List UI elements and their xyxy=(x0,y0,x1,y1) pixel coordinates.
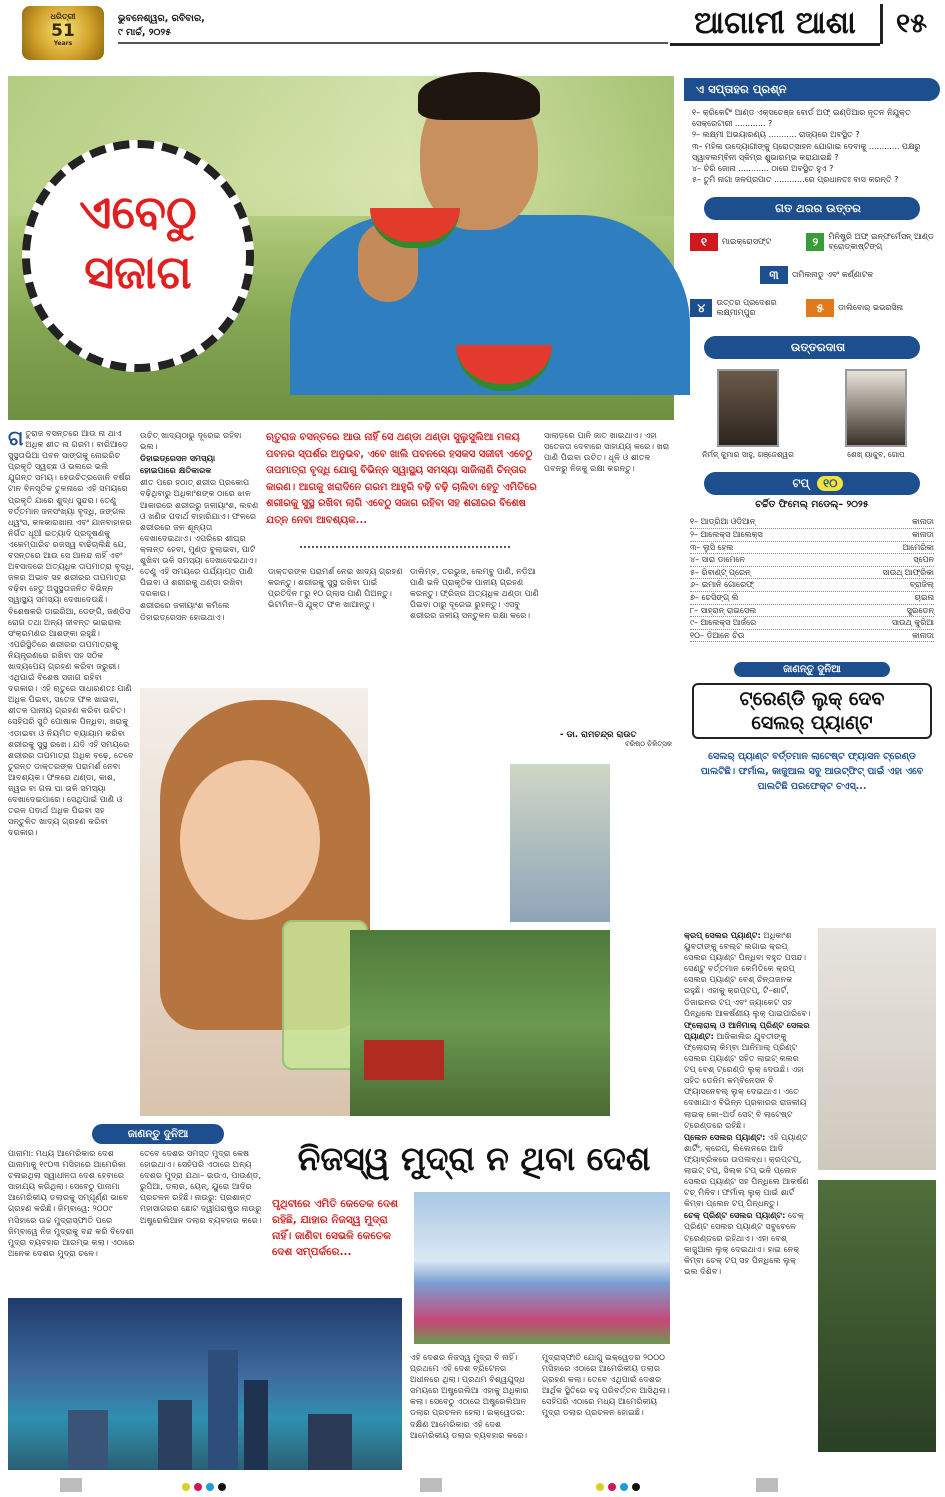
article-col-4: ଡାଲିମ୍ବ, ତରଭୁଜ, ଲେମ୍ବୁ ପାଣି, ନଡ଼ିଆ ପାଣି ଭଳି ପ୍ରାକୃତିକ ପାନୀୟ ଗ୍ରହଣ କରନ୍ତୁ। ଫ୍ରିଜ୍‌ର ଅତ୍ୟଧିକ ଥଣ୍ଡା ପାଣି ପିଇବା ଠାରୁ ଦୂରେଇ ରୁହନ୍ତୁ। ଏସବୁ ଶରୀରର ଜଳୀୟ ସନ୍ତୁଳନ ରକ୍ଷା କରେ। xyxy=(410,566,539,621)
model-country: କାନାଡା xyxy=(912,517,934,527)
answer-item xyxy=(690,232,798,252)
fashion-subhead: କ୍ରପ୍ ସେଲର ପ୍ୟାଣ୍ଟ: xyxy=(684,930,761,940)
answer-number: ୨ xyxy=(806,233,824,251)
fashion-text: ଚେକ୍ ପ୍ରିଣ୍ଟ ସେଲର ପ୍ୟାଣ୍ଟ ସବୁବେଳେ ଟ୍ରେଣ୍ଡରେ ରହିଥାଏ। ଏହା ବେଶ୍ କାଜୁଆଲ ଲୁକ୍ ଦେଇଥାଏ। ହାଇ ନେକ୍ କିମ୍ବା ଚେକ୍ ଟପ୍ ସହ ପିନ୍ଧିଲେ ଲୁକ୍ ଭଲ ଦିଶିବ। xyxy=(684,1210,804,1276)
top10-label: ଟପ୍ xyxy=(792,476,810,491)
quiz-question: ୪– ଚିରି ଜୋନା ............ ଠାରେ ଅବସ୍ଥିତ ହୁଏ ? xyxy=(692,164,834,174)
fashion-para xyxy=(684,1132,812,1210)
article-text: ଶୀତ ପରେ ହଠାତ୍ ଶରୀର ପ୍ରକୋପ ବଢ଼ିଥିବାରୁ ଅଧିକାଂଶଙ୍କ ଠାରେ ଝାଳ ଆକାରରେ ଶରୀରରୁ ଜଳୀୟାଂଶ, ଲବଣ ଓ ଖଣିଜ ପଦାର୍ଥ ବାହାରିଯାଏ। ଫଳରେ ଶରୀରରେ ଜଳ ଶୂନ୍ୟତା ଦେଖାଦେଇଥାଏ। ଏପରିରେ ଶୀଘ୍ର କ୍ଳାନ୍ତ ହେବା, ମୁଣ୍ଡ ବୁଲାଇବା, ପାଟି ଶୁଖିବା ଭଳି ସମସ୍ୟା ଦେଖାଦେଇଥାଏ। ତେଣୁ ଏହି ସମୟରେ ପର୍ଯ୍ୟାପ୍ତ ପାଣି ପିଇବା ଓ ଶରୀରକୁ ଥଣ୍ଡା ରଖିବା ଦରକାର। xyxy=(140,477,259,599)
answer-text: ଡାଲିବୋର୍ ଭଭରସିନା xyxy=(838,303,904,313)
model-name: ୬– ଇମାନି ଗୋରେଫ୍ xyxy=(690,580,754,590)
article-text: ଉଚିତ୍ ଖାଦ୍ୟଠାରୁ ଦୂରେଇ ରହିବା ଭଲ। xyxy=(140,430,242,452)
color-dot xyxy=(206,1483,214,1491)
fashion-intro: ସେଲର୍ ପ୍ୟାଣ୍ଟ ବର୍ତ୍ତମାନ ଲାଟେଷ୍ଟ ଫ୍ୟାସନ ଟ୍ରେଣ୍ଡ ପାଲଟିଛି। ଫର୍ମାଲ, କାଜୁଆଲ ସବୁ ଆଉଟ୍‌ଫିଟ୍ ପାଇଁ ଏହା ଏବେ ପାଲଟିଛି ପରଫେକ୍ଟ ଚଏସ୍... xyxy=(700,751,924,793)
fashion-para xyxy=(684,1210,812,1277)
world-headline: ନିଜସ୍ୱ ମୁଦ୍ରା ନ ଥିବା ଦେଶ xyxy=(297,1139,651,1178)
anniversary-badge xyxy=(22,6,104,60)
lead-quote: ଋତୁରାଜ ବସନ୍ତରେ ଆଉ ନାହିଁ ସେ ଥଣ୍ଡା ଥଣ୍ଡା ସୁଲୁସୁଲିଆ ମଳୟ ପବନର ସ୍ପର୍ଶର ଅନୁଭବ, ଏବେ ଖାଲି ପବନରେ ହସକସ ସଜୀବୀ ଏବେଠୁ ତାପମାତ୍ରା ବୃଦ୍ଧି ଯୋଗୁ ବିଭିନ୍ନ ସ୍ୱାସ୍ଥ୍ୟ ସମସ୍ୟା ସାଜିଲାଣି ଚିନ୍ତାର କାରଣ। ଆଗକୁ ଖରାଦିନେ ଗରମ ଆହୁରି ବଢ଼ି ବଢ଼ି ଚାଲିବା ହେତୁ ଏମିତିରେ ଶରୀରକୁ ସୁସ୍ଥ ରଖିବା ଲାଗି ଏବେଠୁ ସଜାଗ ରହିବା ସହ ଶରୀରର ବିଶେଷ ଯତ୍ନ ନେବା ଆବଶ୍ୟକ... xyxy=(266,432,537,526)
page-number: ୧୫ xyxy=(880,4,940,44)
fashion-photo-1 xyxy=(818,928,936,1170)
winner-name: ଶେଖ୍ ୟାକୁବ, ଗୋପ xyxy=(847,450,905,460)
fashion-para xyxy=(684,930,812,1019)
table-row xyxy=(690,605,934,618)
model-name: ୧୦– ଡିଆନେ ଚିଉ xyxy=(690,630,745,640)
red-bench xyxy=(364,1040,444,1080)
right-column xyxy=(684,64,940,794)
girl-face xyxy=(180,760,320,920)
top10-subtitle: ଚର୍ଚ୍ଚିତ ଫିମେଲ୍ ମଡେଲ୍– ୨୦୨୫ xyxy=(755,499,869,511)
fashion-photo-2 xyxy=(818,1180,936,1452)
model-country: ସ୍ପେନ xyxy=(913,555,934,565)
model-name: ୯– ଆଲେକ୍ସ ଆର୍ଜରେ xyxy=(690,618,757,628)
fashion-headline xyxy=(692,683,932,739)
answer-item xyxy=(760,266,934,284)
table-row xyxy=(690,630,934,643)
drop-cap: ଗ xyxy=(8,428,24,450)
model-country: ସୁଇଡେନ୍ xyxy=(906,605,934,615)
fashion-headline-1: ଟ୍ରେଣ୍ଡି ଲୁକ୍ ଦେବ xyxy=(739,688,885,711)
model-country: କାନାଡା xyxy=(912,630,934,640)
answer-text: ତାମିଲନାଡୁ ଏବଂ କର୍ଣ୍ଣାଟକ xyxy=(792,270,874,280)
quiz-questions xyxy=(684,101,940,191)
article-col-1 xyxy=(8,428,134,1114)
color-dot xyxy=(608,1483,616,1491)
model-name: ୪– ସାରା ଡାମେନେ xyxy=(690,555,745,565)
answer-item xyxy=(806,298,934,318)
world-subhead: ପୃଥିବୀରେ ଏମିତି କେତେକ ଦେଶ ରହିଛି, ଯାହାର ନିଜସ୍ୱ ମୁଦ୍ରା ନାହିଁ। ଜାଣିବା ସେଭଳି କେତେକ ଦେଶ ସମ୍ପର୍କରେ... xyxy=(272,1198,398,1258)
table-row xyxy=(690,567,934,580)
world-col-1: ପାନାମା: ମଧ୍ୟ ଆମେରିକାର ଦେଶ ପାନାମାକୁ ୧୯୦୩ ମସିହାରେ ଆମେରିକା ଚଳାଇଥିଲା ସ୍ୱାଧୀନତା ଦେଶ ହେବାରେ ସାହାଯ୍ୟ କରିଥିଲା। ସେବେଠୁ ପାନାମା ଆମେରିକୀୟ ଡଲାରକୁ ସମ୍ପୂର୍ଣ୍ଣ ଭାବେ ଗ୍ରହଣ କରିଛି। ଜିମ୍ବାୱେ: ୨୦୦୯ ମସିହାରେ ଉଚ୍ଚ ମୁଦ୍ରାସ୍ଫୀତି ପରେ ଜିମ୍ବାୱେ ନିଜ ମୁଦ୍ରାକୁ ବନ୍ଦ କରି ବିଦେଶୀ ମୁଦ୍ରା ବ୍ୟବହାର ଆରମ୍ଭ କଲା। ଏଠାରେ ଅନେକ ଦେଶର ମୁଦ୍ରା ଚଳେ। xyxy=(8,1148,135,1258)
fashion-tag: ଜାଣନ୍ତୁ ଦୁନିଆ xyxy=(734,662,890,677)
table-row xyxy=(690,542,934,555)
answer-item xyxy=(806,232,934,252)
byline xyxy=(560,730,672,749)
table-row xyxy=(690,516,934,529)
coconut-photo xyxy=(350,930,610,1116)
building-photo xyxy=(414,1192,670,1344)
quiz-question: ୩– ମହିଳା ଉଦ୍ୟୋଗୀଙ୍କୁ ପ୍ରୋତ୍ସାହନ ଯୋଗାଇ ଦେବାକୁ ............ ପକ୍ଷରୁ ସ୍ୱାବଲମ୍ବିନୀ ସ୍କିମ୍‌ର ଶୁଭାରମ୍ଭ କରାଯାଇଛି ? xyxy=(692,141,921,162)
answer-number: ୫ xyxy=(806,299,834,317)
dateline xyxy=(118,12,258,40)
model-name: ୫– ରିବାଣ୍ଟ୍ ପ୍ରେନ୍ xyxy=(690,567,751,577)
model-country: କାନାଡା xyxy=(912,530,934,540)
tower xyxy=(208,1350,238,1470)
color-dot xyxy=(620,1483,628,1491)
byline-role: ବରିଷ୍ଠ ଚିକିତ୍ସକ xyxy=(624,740,672,748)
tower xyxy=(244,1380,268,1470)
registration-mark xyxy=(756,1478,778,1492)
winner xyxy=(693,369,803,460)
fashion-text: ଆଜିକାଲିର ଯୁବତୀଙ୍କୁ ଫ୍ଲୋରାଲ୍ କିମ୍ବା ଆନିମାଲ୍ ପ୍ରିଣ୍ଟ ସେଲର ପ୍ୟାଣ୍ଟ ସହିତ ଲାଇଟ୍ କଲର ଟପ୍ ବେଶ୍ ଟ୍ରେଣ୍ଡି ଲୁକ୍ ଦେଉଛି। ଏହା ସହିତ ଡେନିମ କମ୍ବିନେସନ ବି ଫ୍ୟାସନେବଲ୍ ଲୁକ୍ ଦେଇଥାଏ। ଏତେ ଦେଖାଯାଏ ବିଭିନ୍ନ ପ୍ରକାରର ରାଜକୀୟ ଲାଇକ୍ କୋ–ଅର୍ଡ ସେଟ୍ ବି ଲାଟେଷ୍ଟ ଟ୍ରେଣ୍ଡରେ ରହିଛି। xyxy=(684,1030,807,1130)
winner-photo xyxy=(717,369,779,447)
date-line-2: ୯ ମାର୍ଚ୍ଚ, ୨୦୨୫ xyxy=(118,27,172,38)
table-row xyxy=(690,529,934,542)
fashion-subhead: ଫ୍ଲୋରାଲ୍ ଓ ଆନିମାଲ୍ ପ୍ରିଣ୍ଟ ସେଲର ପ୍ୟାଣ୍ଟ: xyxy=(684,1019,810,1041)
fashion-headline-2: ସେଲର୍ ପ୍ୟାଣ୍ଟ xyxy=(751,712,873,735)
winner xyxy=(821,369,931,460)
color-dot xyxy=(182,1483,190,1491)
quiz-title: ଏ ସପ୍ତାହର ପ୍ରଶ୍ନ xyxy=(684,78,940,101)
divider xyxy=(300,546,510,548)
article-bullet: ଶରୀରରେ ଜଳୀୟାଂଶ କମିଲେ ଡିହାଇଡ୍ରେସନ ହୋଇଥାଏ। xyxy=(140,600,230,622)
fashion-subhead: ଚେକ୍ ପ୍ରିଣ୍ଟ ସେଲର ପ୍ୟାଣ୍ଟ: xyxy=(684,1210,786,1221)
quiz-question: ୫– ତୁମି ନାଗା ଜଳପ୍ରପାତ ............ରେ ପ୍ରଧାନତଃ ବାସ କରନ୍ତି ? xyxy=(692,175,899,185)
winners-photos xyxy=(684,365,940,464)
winner-photo xyxy=(845,369,907,447)
fashion-text: ଅଧିକାଂଶ ୟୁବତୀଙ୍କୁ ବେଲ୍ଟ ଲଗାଇ କ୍ରପ୍ ସେଲର ପ୍ୟାଣ୍ଟ ପିନ୍ଧିବା ବହୁତ ପସନ୍ଦ। ସେଣ୍ଟୁ ବର୍ତ୍ତମାନ କେମିତିକେ କ୍ରପ୍ ସେଲର ପ୍ୟାଣ୍ଟ ବେଶ୍ ଚିନ୍ତାଜନକ ରହୁଛି। ଏହାକୁ କ୍ରପ୍‌ଟପ୍, ଟି–ଶାର୍ଟ, ଡିଜାଇନର ଟପ୍ ଏବଂ ଜ୍ୟାକେଟ ସହ ପିନ୍ଧିଲେ ଆକର୍ଷଣୀୟ ଲୁକ୍ ପାଇପାରିବେ। xyxy=(684,930,811,1018)
answer-number: ୩ xyxy=(760,266,788,284)
article-col-3: ଡାକ୍ତରଙ୍କ ପରାମର୍ଶ ନେଇ ଖାଦ୍ୟ ଗ୍ରହଣ କରନ୍ତୁ। ଶରୀରକୁ ସୁସ୍ଥ ରଖିବା ପାଇଁ ପ୍ରତିଦିନ ୮ରୁ ୧୦ ଗ୍ଲାସ ପାଣି ପିଅନ୍ତୁ। ଭିଟାମିନ–ସି ଯୁକ୍ତ ଫଳ ଖାଆନ୍ତୁ। xyxy=(268,566,403,610)
winners-title: ଉତ୍ତରଦାତା xyxy=(704,336,920,359)
winner-name: ନିର୍ମଳ୍ କୁମାର ସାହୁ, ଗଞ୍ଜେଶ୍ୱର xyxy=(702,450,794,460)
tower xyxy=(68,1410,108,1470)
date-line-1: ଭୁବନେଶ୍ୱର, ରବିବାର, xyxy=(118,13,205,24)
table-row xyxy=(690,592,934,605)
model-name: ୭– ଚେସିଙ୍ଗ୍ ଲି xyxy=(690,592,739,602)
section-title: ଆଗାମୀ ଆଶା xyxy=(670,0,880,46)
model-name: ୨– ଆଲେକ୍ସ ଆଲେକ୍ସ xyxy=(690,530,763,540)
answer-number: ୧ xyxy=(690,233,718,251)
headline-line-1: ଏବେଠୁ xyxy=(79,185,197,239)
fashion-subhead: ପ୍ଲେନ ସେଲର ପ୍ୟାଣ୍ଟ: xyxy=(684,1131,766,1142)
water-drinking-photo xyxy=(510,764,610,922)
header-rule xyxy=(118,42,668,44)
man-hair xyxy=(418,72,540,120)
world-col-2: ତେବେ ଦେଶର ସମସ୍ତ ମୁଦ୍ରା କେଷ ହୋଇଥାଏ। ସେହିପରି ଏଠାରେ ଅନ୍ୟ ଦେଶର ମୁଦ୍ରା ଯଥା– ଇଉଏ, ପାଉଣ୍ଡ, ରୁପିଆ, ଡଲାର, ୟେନ୍, ୟୁରୋ ଆଦିର ପ୍ରଚଳନ ରହିଛି। ନାଉରୁ: ପ୍ରଶାନ୍ତ ମହାସାଗରର ଛୋଟ ଦ୍ୱୀପରାଷ୍ଟ୍ର ନାଉରୁ ଅଷ୍ଟ୍ରେଲିଆନ ଡଲାର ବ୍ୟବହାର କରେ। xyxy=(140,1148,262,1225)
table-row xyxy=(690,554,934,567)
city-skyline-photo xyxy=(8,1298,402,1470)
answer-number: ୪ xyxy=(690,299,712,317)
fashion-text: ଏହି ପ୍ୟାଣ୍ଟ ଶାର୍ଟିଂ, କ୍ରେପ୍, ଲିଲେନରେ ଆଦି ଫ୍ୟାବ୍ରିକରେ ଉପଲବ୍ଧ। କ୍ରପ୍‌ଟପ୍, ଲାଇଟ୍ ଟପ୍, ସିଲ୍କ ଟପ୍ ଭଳି ପ୍ଲେନ ସେଲର ପ୍ୟାଣ୍ଟ ସହ ପିନ୍ଧିଲେ ଆକର୍ଷଣ ଟଚ୍ ମିଳିବ। ଫର୍ମାଲ୍ ଲୁକ୍ ପାଇଁ ଶାର୍ଟ କିମ୍ବା ପ୍ଲେନ ଟପ୍ ପିନ୍ଧନ୍ତୁ। xyxy=(684,1131,809,1209)
model-country: ସାଉଥ୍ କୁରିଆ xyxy=(892,618,934,628)
model-name: ୧– ଆଡ୍ରିଆ ଓଡିଆନ୍ xyxy=(690,517,756,527)
subhead-2: ହୋଇପାରେ କ୍ଷତିକାରକ xyxy=(140,465,212,476)
color-dot xyxy=(596,1483,604,1491)
model-country: ସାଉଥ୍ ଆଫ୍ରିକା xyxy=(882,567,934,577)
top10-table xyxy=(684,514,940,644)
quiz-question: ୨– ଲକ୍ଷ୍ମୀ ଅଭୟାରଣ୍ୟ ........... ରାଜ୍ୟରେ ଅବସ୍ଥିତ ? xyxy=(692,130,860,140)
answer-text: ଉତ୍ତର ପ୍ରଦେଶର ଲକ୍ଷ୍ମୀମ୍ପୁର xyxy=(716,298,777,318)
model-country: ଆମେରିକା xyxy=(902,542,934,552)
article-col-5: ସାଲାଡ଼ରେ ପାନି ଜାତ ଖାଇଥାଏ। ଏହା ସତେଜତା ଦେବାରେ ସାହାଯ୍ୟ କରେ। ଖରା ପାଣି ପିଇବା ଉଚିତ। ଧୂଳି ଓ ଶୀତଳ ପବନରୁ ନିଜକୁ ରକ୍ଷା କରନ୍ତୁ। xyxy=(544,430,670,474)
answers-list xyxy=(684,224,940,326)
world-col-4: ମୁଦ୍ରାସ୍ଫୀତି ଯୋଗୁ ଇକ୍ୱେଡର ୨୦୦୦ ମସିହାରେ ଏଠାରେ ଆମେରିକୀୟ ଡଲାର ଗ୍ରହଣ କଲା। ତେବେ ଏଥିପାଇଁ ଦେଶର ଆର୍ଥିକ ସ୍ଥିତିରେ ବହୁ ପରିବର୍ତ୍ତନ ଆସିଥିଲା। ସେହିପରି ଏଠାରେ ମଧ୍ୟ ଆମେରିକୀୟ ମୁଦ୍ରା ଡଲାର ପ୍ରଚଳନ ହୋଇଛି। xyxy=(542,1352,670,1418)
model-name: ୮– ସାହ୍ରାନ୍ ରାଇସେଲ xyxy=(690,605,757,615)
subhead-1: ଡିହାଇଡ୍ରେସନ ସମସ୍ୟା xyxy=(140,453,216,464)
fashion-para xyxy=(684,1020,812,1131)
model-name: ୩– ଲୁସି ହେଲ xyxy=(690,542,734,552)
tower xyxy=(308,1414,352,1470)
headline-line-2: ସଜାଗ xyxy=(84,245,192,299)
color-dot xyxy=(218,1483,226,1491)
fashion-body xyxy=(684,930,812,1470)
article-col-2 xyxy=(140,430,260,684)
badge-sub: Years xyxy=(53,40,73,47)
top10-badge: ୧୦ xyxy=(817,476,843,491)
world-col-3: ଏହି ଦେଶର ନିଜସ୍ୱ ମୁଦ୍ରା ବି ନାହିଁ। ପ୍ରଥମେ ଏହି ଦେଶ ବ୍ରିଟେନର ଅଧୀନରେ ଥିଲା। ପ୍ରଥମ ବିଶ୍ୱଯୁଦ୍ଧ ସମୟରେ ଅଷ୍ଟ୍ରେଲିଆ ଏହାକୁ ଅଧିକାର କଲା। ସେବେଠୁ ଏଠାରେ ଅଷ୍ଟ୍ରେଲିଆନ ଡଲାର ପ୍ରଚଳନ ହେଲା। ଇକ୍ୱେଡର: ଦକ୍ଷିଣ ଆମେରିକାର ଏହି ଦେଶ ଆମେରିକୀୟ ଡଲାର ବ୍ୟବହାର କରେ। xyxy=(410,1352,529,1440)
tower xyxy=(158,1400,192,1470)
badge-number: 51 xyxy=(51,21,75,41)
registration-mark xyxy=(60,1478,82,1492)
answer-text: ମାଇକ୍ରୋସଫ୍ଟ xyxy=(722,237,772,247)
registration-mark xyxy=(420,1478,442,1492)
model-country: ଚାଇନା xyxy=(914,592,934,602)
badge-top: ଧରିତ୍ରୀ xyxy=(50,12,76,21)
top10-title xyxy=(704,472,920,495)
quiz-question: ୧– କ୍ରିକେଟିଂ ଆଣ୍ଡ ଏକ୍ସଚେଞ୍ଜ ବୋର୍ଡ ଅଫ୍ ଇଣ୍ଡିଆର ନୂତନ ନିଯୁକ୍ତ ସେକ୍ରେଟାରୀ ............ ? xyxy=(692,108,911,129)
color-dot xyxy=(194,1483,202,1491)
answers-title: ଗତ ଥରର ଉତ୍ତର xyxy=(704,197,920,220)
model-country: ବ୍ରାଜିଲ୍ xyxy=(909,580,934,590)
answer-text: ମିନିଷ୍ଟ୍ରି ଅଫ୍ ଇନ୍‌ଫର୍ମେସନ୍ ଆଣ୍ଡ ବ୍ରୋଡ୍‌କାଷ୍ଟିଙ୍ଗ୍ xyxy=(828,232,934,252)
byline-name: - ଡା. ରାମଚନ୍ଦ୍ର ରାଉତ xyxy=(560,730,637,740)
table-row xyxy=(690,617,934,630)
answer-item xyxy=(690,298,798,318)
article-text: ତୁରାଜ ବସନ୍ତରେ ଆଉ ନା ଥାଏ ଅଧିକ ଶୀତ ନା ଗରମ। ବାରିଆଡ଼େ ସୁସ୍ଥତାଭିଆ ପବନ ସାଙ୍ଗକୁ ନୋଇରିଚ ପ୍ରକୃତି ସ୍ୱଚ୍ଛ ଓ ଭଲରେ ଭଲି ଯୁଗନ୍ତ ସମୟ। ହେଉଚିତ୍ରଜୋନି ବର୍ଷର ଟାନ ବିନସୃତିକ ତୁଳନାରେ ଏହି ସମୟରେ ପ୍ରକୃତି ଯାରେ ଶୁଦ୍ଧ ସୁନ୍ଦର। ତେଣୁ ବର୍ତ୍ତମାନ ଜନସଂଖ୍ୟା ବୃଦ୍ଧି, ଜଙ୍ଗଲ ଧ୍ୱଂସ, କଳକାରଖାନା ଏବଂ ଯାନବାହାନର ନିର୍ଗତ ଧୂଆଁ ଇତ୍ୟାଦି ପ୍ରଦୂଷଣକୁ ଏକେମ୍ପାରିଚ ରଜସ୍ୱ ବାଢିଚାଲିଛି ଯେ, ବସନ୍ତରେ ଆଉ ସେ ଆନନ୍ଦ ନାହିଁ ଏବଂ ଅବସାଦରେ ଅତ୍ୟଧିକ ତାପମାତ୍ରା ବୃଦ୍ଧି, ଜଳର ଅଭାବ ସହ ଶରୀରର ତାପମାତ୍ରା ବଢ଼ିବା ହେତୁ ଅସୁସ୍ଥତାଜନିତ ବିଭିନ୍ନ ସ୍ୱାସ୍ଥ୍ୟ ସମସ୍ୟା ଦେଖାଦେଉଛି। ବିଶେଷକରି ଡାଇରିଆ, ଡେଙ୍ଗି, ଜଣ୍ଡିସ ରୋଗ ତଥା ଅନ୍ୟ ଜୀବନ୍ତ ଭାଇରାଲ ସଂକ୍ରମଣର ଆଶଙ୍କା ରହୁଛି। ଏପରିସ୍ଥିତିରେ ଶରୀରର ତାପମାତ୍ରାକୁ ନିୟନ୍ତ୍ରଣରେ ରଖିବା ସହ ସଠିକ ଖାଦ୍ୟପେୟ ଗ୍ରହଣ କରିବା ଜରୁରୀ। ଏଥିପାଇଁ ବିଶେଷ ସଜାଗ ରହିବା ଦରକାର। ଏହି ଋତୁରେ ସାଧାରଣତଃ ପାଣି ଅଧିକ ପିଇବା, ସତେଜ ଫଳ ଖାଇବା, ଶୀତଳ ପାନୀୟ ଗ୍ରହଣ କରିବା ଉଚିତ। ସେହିପରି ସୁତି ପୋଷାକ ପିନ୍ଧିବା, ଖରାକୁ ଏଡାଇବା ଓ ନିୟମିତ ବ୍ୟାୟାମ କରିବା ଶରୀରକୁ ସୁସ୍ଥ ରଖେ। ଯଦି ଏହି ସମୟରେ ଶରୀରର ତାପମାତ୍ରା ଅଧିକ ବଢ଼େ, ତେବେ ତୁରନ୍ତ ଡାକ୍ତରଙ୍କ ପରାମର୍ଶ ନେବା ଆବଶ୍ୟକ। ଫଳରେ ଥଣ୍ଡା, କାଶ, ଜ୍ୱର ବା ଗଳା ଘା ଭଳି ସମସ୍ୟା ଦେଖାଦେଇପାରେ। ସେଥିପାଇଁ ପାଣି ଓ ତରଳ ପଦାର୍ଥ ଅଧିକ ପିଇବା ସହ ସନ୍ତୁଳିତ ଖାଦ୍ୟ ଗ୍ରହଣ କରିବା ଦରକାର। xyxy=(8,428,134,838)
color-dot xyxy=(632,1483,640,1491)
headline-seal xyxy=(22,140,254,372)
table-row xyxy=(690,579,934,592)
world-tag: ଜାଣନ୍ତୁ ଦୁନିଆ xyxy=(92,1124,224,1144)
